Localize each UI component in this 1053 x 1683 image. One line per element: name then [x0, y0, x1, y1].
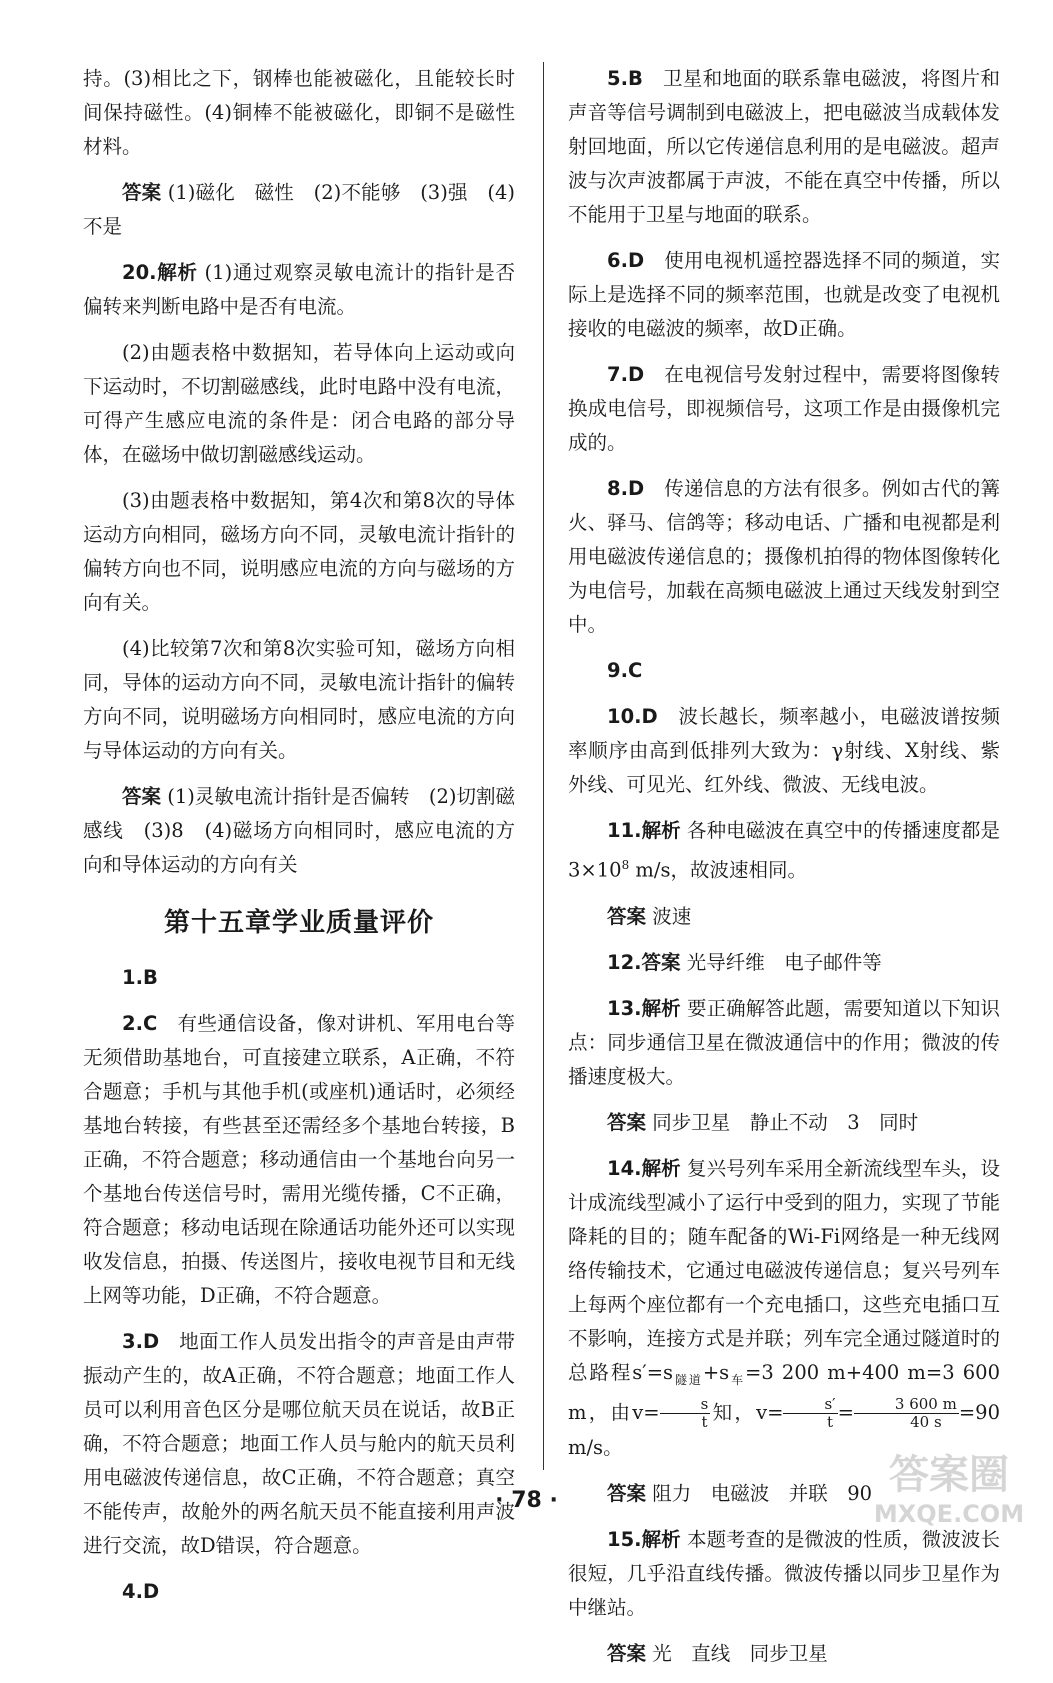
watermark-text: 答案圈: [889, 1452, 1009, 1498]
question-12: 12.答案 光导纤维 电子邮件等: [607, 950, 882, 974]
right-column: [568, 62, 1000, 1683]
left-column: [83, 62, 515, 1621]
paragraph: (2)由题表格中数据知，若导体向上运动或向下运动时，不切割磁感线，此时电路中没有电流，可得产生感应电流的条件是：闭合电路的部分导体，在磁场中做切割磁感线运动。: [83, 341, 515, 466]
question-7: 7.D 在电视信号发射过程中，需要将图像转换成电信号，即视频信号，这项工作是由摄像机完成的。: [568, 363, 1000, 454]
fraction: $\frac{s'}{t}$: [783, 1396, 837, 1431]
question-1: 1.B: [122, 966, 158, 989]
fraction: $\frac{3 600 m}{40 s}$: [854, 1396, 959, 1431]
answer-20: 答案 (1)灵敏电流计指针是否偏转 (2)切割磁感线 (3)8 (4)磁场方向相同时，感应电流的方向和导体运动的方向有关: [83, 785, 515, 876]
paragraph: (4)比较第7次和第8次实验可知，磁场方向相同，导体的运动方向不同，灵敏电流计指针的偏转方向不同，说明磁场方向相同时，感应电流的方向与导体运动的方向有关。: [83, 637, 515, 762]
answer-11: 答案 波速: [607, 904, 692, 928]
question-3: 3.D 地面工作人员发出指令的声音是由声带振动产生的，故A正确，不符合题意；地面工作人员可以利用音色区分是哪位航天员在说话，故B正确，不符合题意；地面工作人员与舱内的航天员利用电磁波传递信息，故C正确，不符合题意；真空不能传声，故舱外的两名航天员不能直接利用声波进行交流，故D错误，符合题意。: [83, 1330, 515, 1557]
question-11: 11.解析 各种电磁波在真空中的传播速度都是$3\times 10^8$ m/s，故波速相同。: [568, 819, 1001, 882]
paragraph: 持。(3)相比之下，钢棒也能被磁化，且能较长时间保持磁性。(4)铜棒不能被磁化，即铜不是磁性材料。: [83, 67, 515, 158]
question-9: 9.C: [607, 659, 643, 682]
answer-19: 答案 (1)磁化 磁性 (2)不能够 (3)强 (4)不是: [83, 181, 515, 238]
question-20-analysis: 20.解析 (1)通过观察灵敏电流计的指针是否偏转来判断电路中是否有电流。: [83, 261, 515, 318]
watermark-url: MXQE.COM: [873, 1500, 1025, 1528]
question-15: 15.解析 本题考查的是微波的性质，微波波长很短，几乎沿直线传播。微波传播以同步卫星作为中继站。: [568, 1528, 1001, 1620]
page-number: · 78 ·: [495, 1488, 558, 1513]
answer-14: 答案 阻力 电磁波 并联 90: [607, 1482, 873, 1506]
question-10: 10.D 波长越长，频率越小，电磁波谱按频率顺序由高到低排列大致为：γ射线、X射线、紫外线、可见光、红外线、微波、无线电波。: [568, 705, 1000, 796]
question-5: 5.B 卫星和地面的联系靠电磁波，将图片和声音等信号调制到电磁波上，把电磁波当成载体发射回地面，所以它传递信息利用的是电磁波。超声波与次声波都属于声波，不能在真空中传播，所以不能用于卫星与地面的联系。: [568, 67, 1000, 226]
column-divider: [543, 62, 544, 1470]
paragraph: (3)由题表格中数据知，第4次和第8次的导体运动方向相同，磁场方向不同，灵敏电流计指针的偏转方向也不同，说明感应电流的方向与磁场的方向有关。: [83, 489, 515, 614]
question-13: 13.解析 要正确解答此题，需要知道以下知识点：同步通信卫星在微波通信中的作用；微波的传播速度极大。: [568, 996, 1001, 1088]
answer-15: 答案 光 直线 同步卫星: [607, 1642, 828, 1666]
answer-13: 答案 同步卫星 静止不动 3 同时: [607, 1110, 919, 1134]
question-6: 6.D 使用电视机遥控器选择不同的频道，实际上是选择不同的频率范围，也就是改变了电视机接收的电磁波的频率，故D正确。: [568, 249, 1000, 340]
question-4: 4.D: [122, 1580, 160, 1603]
section-title: 第十五章学业质量评价: [163, 908, 434, 938]
question-2: 2.C 有些通信设备，像对讲机、军用电台等无须借助基地台，可直接建立联系，A正确，不符合题意；手机与其他手机(或座机)通话时，必须经基地台转接，有些甚至还需经多个基地台转接，B正确，不符合题意；移动通信由一个基地台向另一个基地台传送信号时，需用光缆传播，C不正确，符合题意；移动电话现在除通话功能外还可以实现收发信息，拍摄、传送图片，接收电视节目和无线上网等功能，D正确，不符合题意。: [83, 1012, 515, 1307]
fraction: $\frac{s}{t}$: [660, 1396, 711, 1431]
question-8: 8.D 传递信息的方法有很多。例如古代的篝火、驿马、信鸽等；移动电话、广播和电视都是利用电磁波传递信息的；摄像机拍得的物体图像转化为电信号，加载在高频电磁波上通过天线发射到空中。: [568, 477, 1000, 636]
question-14: 14.解析 复兴号列车采用全新流线型车头，设计成流线型减小了运行中受到的阻力，实现了节能降耗的目的；随车配备的Wi-Fi网络是一种无线网络传输技术，它通过电磁波传递信息；复兴号列车上每两个座位都有一个充电插口，这些充电插口互不影响，连接方式是并联；列车完全通过隧道时的总路程$s'=s_{隧道}+s_车=3$ 200 m+400 m=3 600 m，由v= $\frac{s}{t}$ 知，v= $\frac{s'}{t}$ = $\frac{3 600 m}{40 s}$ =90 m/s。: [568, 1156, 1001, 1460]
watermark-logo: [859, 1444, 1039, 1530]
